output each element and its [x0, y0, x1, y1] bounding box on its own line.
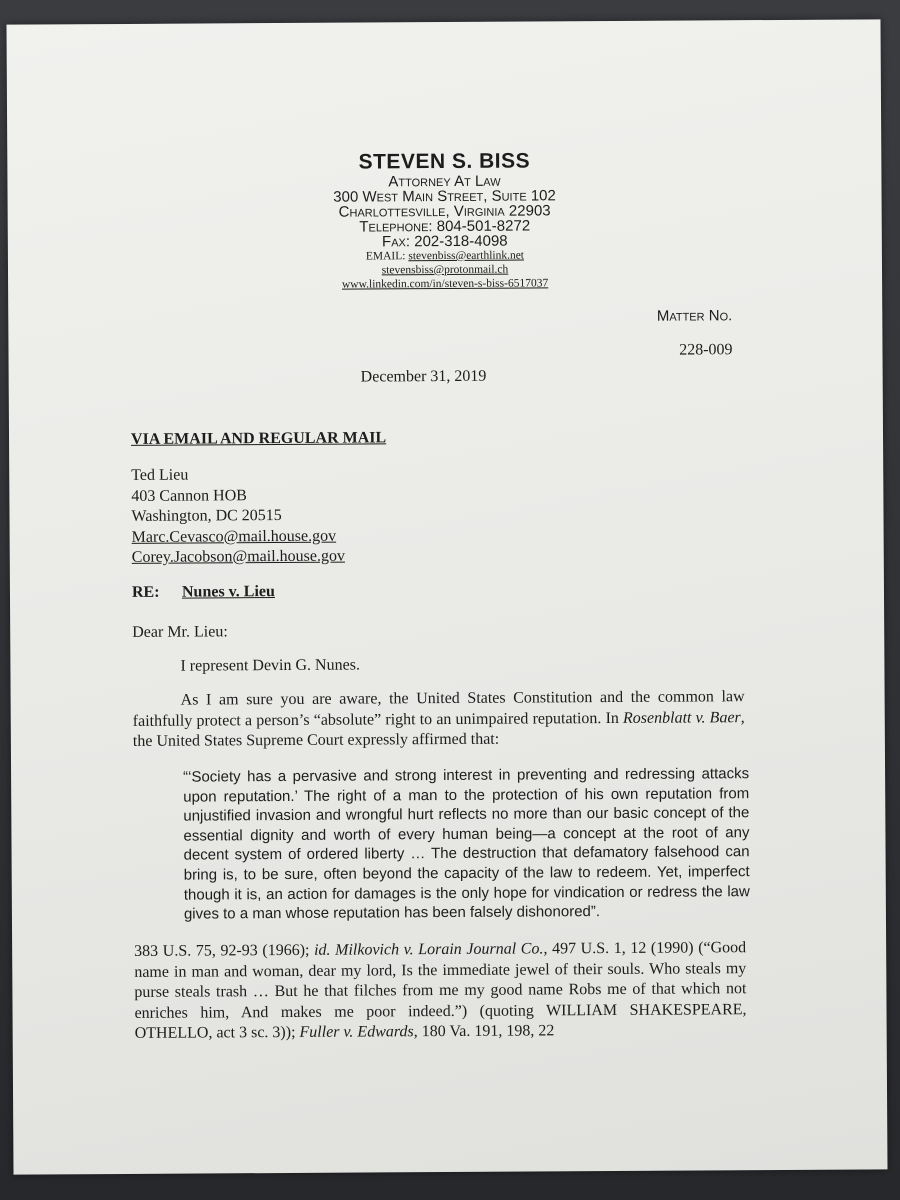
letter-date: December 31, 2019: [360, 367, 487, 386]
paragraph-2-text-b: , the United States Supreme Court expressly affirmed that:: [132, 708, 745, 750]
letter-page: [6, 19, 887, 1174]
paragraph-3-case-1: id. Milkovich v. Lorain Journal Co.: [314, 940, 544, 959]
paragraph-3-text-a: 383 U.S. 75, 92-93 (1966);: [134, 941, 315, 960]
email-label: EMAIL:: [365, 250, 409, 263]
letterhead: [7, 147, 882, 293]
paragraph-3: [134, 938, 747, 1044]
paragraph-3-text-b: , 497 U.S. 1, 12 (1990) (“Good name in man and woman, dear my lord, Is the immediate jewel of their souls. Who steals my purse steals trash … But he that filches from me my good name Robs me of that which not enriches him, And makes me poor indeed.”) (quoting WILLIAM SHAKESPEARE, OTHELLO, act 3 sc. 3));: [134, 939, 747, 1042]
email-earthlink[interactable]: stevenbiss@earthlink.net: [408, 249, 525, 263]
delivery-method: VIA EMAIL AND REGULAR MAIL: [130, 429, 387, 448]
attorney-name: STEVEN S. BISS: [358, 149, 531, 174]
paragraph-1: I represent Devin G. Nunes.: [180, 656, 360, 675]
recipient-email-1[interactable]: Marc.Cevasco@mail.house.gov: [131, 527, 337, 546]
re-line: [132, 583, 275, 602]
email-protonmail[interactable]: stevensbiss@protonmail.ch: [381, 263, 509, 277]
fax: Fax: 202-318-4098: [381, 232, 508, 251]
linkedin-link[interactable]: www.linkedin.com/in/steven-s-biss-6517037: [341, 277, 549, 291]
re-label: RE:: [131, 583, 160, 601]
paragraph-2-text-a: As I am sure you are aware, the United States Constitution and the common law faithfully protect a person’s “absolute” right to an unimpaired reputation. In: [132, 688, 745, 730]
paragraph-2-case: Rosenblatt v. Baer: [622, 708, 741, 727]
recipient-email-2[interactable]: Corey.Jacobson@mail.house.gov: [131, 547, 346, 566]
paragraph-2: [133, 687, 745, 752]
matter-number: 228-009: [679, 341, 733, 359]
re-case: Nunes v. Lieu: [181, 583, 275, 601]
paragraph-3-case-2: Fuller v. Edwards: [299, 1023, 414, 1041]
attorney-title: Attorney At Law: [388, 172, 501, 191]
salutation: Dear Mr. Lieu:: [132, 623, 228, 641]
telephone: Telephone: 804-501-8272: [359, 217, 531, 236]
street-address: 300 West Main Street, Suite 102: [333, 187, 556, 206]
recipient-street: 403 Cannon HOB: [131, 486, 247, 505]
matter-label: Matter No.: [656, 307, 733, 325]
city-address: Charlottesville, Virginia 22903: [338, 202, 551, 221]
paragraph-3-text-c: , 180 Va. 191, 198, 22: [413, 1022, 555, 1041]
recipient-city: Washington, DC 20515: [131, 507, 282, 525]
recipient-name: Ted Lieu: [131, 466, 189, 484]
recipient-address: [131, 465, 345, 569]
block-quote: “‘Society has a pervasive and strong interest in preventing and redressing attacks upon reputation.’ The right of a man to the protection of his own reputation from unjustified invasion and wrongful hurt reflects no more than our basic concept of the essential dignity and worth of every human being—a concept at the root of any decent system of ordered liberty … The destruction that defamatory falsehood can bring is, to be sure, often beyond the capacity of the law to redeem. Yet, imperfect though it is, an action for damages is the only hope for vindication or redress the law gives to a man whose reputation has been falsely dishonored”.: [183, 765, 750, 923]
